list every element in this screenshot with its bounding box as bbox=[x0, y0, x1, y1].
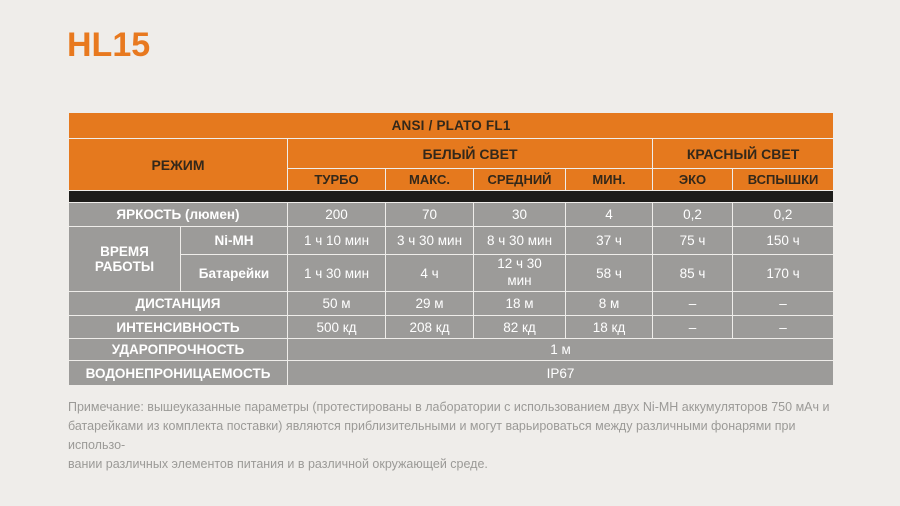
distance-flash: – bbox=[733, 292, 834, 316]
impact-resistance-value: 1 м bbox=[288, 339, 834, 361]
runtime-battery-eco: 85 ч bbox=[653, 255, 733, 292]
runtime-battery-max: 4 ч bbox=[386, 255, 474, 292]
distance-eco: – bbox=[653, 292, 733, 316]
table-row bbox=[69, 113, 834, 139]
distance-turbo: 50 м bbox=[288, 292, 386, 316]
distance-max: 29 м bbox=[386, 292, 474, 316]
intensity-flash: – bbox=[733, 316, 834, 339]
intensity-max: 208 кд bbox=[386, 316, 474, 339]
runtime-battery-flash: 170 ч bbox=[733, 255, 834, 292]
table-row-runtime-battery bbox=[69, 255, 834, 292]
intensity-min: 18 кд bbox=[566, 316, 653, 339]
intensity-label: ИНТЕНСИВНОСТЬ bbox=[69, 316, 288, 339]
impact-resistance-label: УДАРОПРОЧНОСТЬ bbox=[69, 339, 288, 361]
footnote bbox=[68, 398, 848, 474]
runtime-nimh-min: 37 ч bbox=[566, 227, 653, 255]
brightness-eco: 0,2 bbox=[653, 203, 733, 227]
runtime-nimh-medium: 8 ч 30 мин bbox=[474, 227, 566, 255]
spec-table bbox=[68, 112, 834, 386]
distance-medium: 18 м bbox=[474, 292, 566, 316]
runtime-nimh-eco: 75 ч bbox=[653, 227, 733, 255]
footnote-line-3: вании различных элементов питания и в различной окружающей среде. bbox=[68, 457, 488, 471]
runtime-nimh-flash: 150 ч bbox=[733, 227, 834, 255]
footnote-line-1: Примечание: вышеуказанные параметры (протестированы в лаборатории с использованием двух Ni-MH аккумуляторов 750 мАч и bbox=[68, 400, 830, 414]
runtime-battery-turbo: 1 ч 30 мин bbox=[288, 255, 386, 292]
table-row-intensity bbox=[69, 316, 834, 339]
brightness-flash: 0,2 bbox=[733, 203, 834, 227]
intensity-medium: 82 кд bbox=[474, 316, 566, 339]
intensity-turbo: 500 кд bbox=[288, 316, 386, 339]
table-row-waterproof bbox=[69, 361, 834, 386]
brightness-min: 4 bbox=[566, 203, 653, 227]
col-header-turbo: ТУРБО bbox=[288, 169, 386, 191]
divider-bar bbox=[69, 191, 834, 203]
brightness-label: ЯРКОСТЬ (люмен) bbox=[69, 203, 288, 227]
table-row-impact-resistance bbox=[69, 339, 834, 361]
runtime-label: ВРЕМЯ РАБОТЫ bbox=[69, 227, 181, 292]
group-header-white-light: БЕЛЫЙ СВЕТ bbox=[288, 139, 653, 169]
mode-header: РЕЖИМ bbox=[69, 139, 288, 191]
table-row bbox=[69, 139, 834, 169]
product-title: HL15 bbox=[67, 26, 151, 64]
runtime-nimh-turbo: 1 ч 10 мин bbox=[288, 227, 386, 255]
runtime-battery-medium-text: 12 ч 30 мин bbox=[497, 256, 542, 288]
distance-label: ДИСТАНЦИЯ bbox=[69, 292, 288, 316]
col-header-min: МИН. bbox=[566, 169, 653, 191]
runtime-battery-min: 58 ч bbox=[566, 255, 653, 292]
table-divider-bar bbox=[69, 191, 834, 203]
runtime-battery-label: Батарейки bbox=[181, 255, 288, 292]
waterproof-label: ВОДОНЕПРОНИЦАЕМОСТЬ bbox=[69, 361, 288, 386]
standard-header: ANSI / PLATO FL1 bbox=[69, 113, 834, 139]
waterproof-value: IP67 bbox=[288, 361, 834, 386]
intensity-eco: – bbox=[653, 316, 733, 339]
runtime-nimh-max: 3 ч 30 мин bbox=[386, 227, 474, 255]
col-header-medium: СРЕДНИЙ bbox=[474, 169, 566, 191]
col-header-flash: ВСПЫШКИ bbox=[733, 169, 834, 191]
runtime-nimh-label: Ni-MH bbox=[181, 227, 288, 255]
table-row-distance bbox=[69, 292, 834, 316]
table-row-brightness bbox=[69, 203, 834, 227]
group-header-red-light: КРАСНЫЙ СВЕТ bbox=[653, 139, 834, 169]
runtime-battery-medium bbox=[474, 255, 566, 292]
footnote-line-2: батарейками из комплекта поставки) являются приблизительными и могут варьироваться между различными фонарями при использо- bbox=[68, 419, 796, 452]
col-header-max: МАКС. bbox=[386, 169, 474, 191]
table-row-runtime-nimh bbox=[69, 227, 834, 255]
brightness-max: 70 bbox=[386, 203, 474, 227]
brightness-turbo: 200 bbox=[288, 203, 386, 227]
distance-min: 8 м bbox=[566, 292, 653, 316]
col-header-eco: ЭКО bbox=[653, 169, 733, 191]
brightness-medium: 30 bbox=[474, 203, 566, 227]
